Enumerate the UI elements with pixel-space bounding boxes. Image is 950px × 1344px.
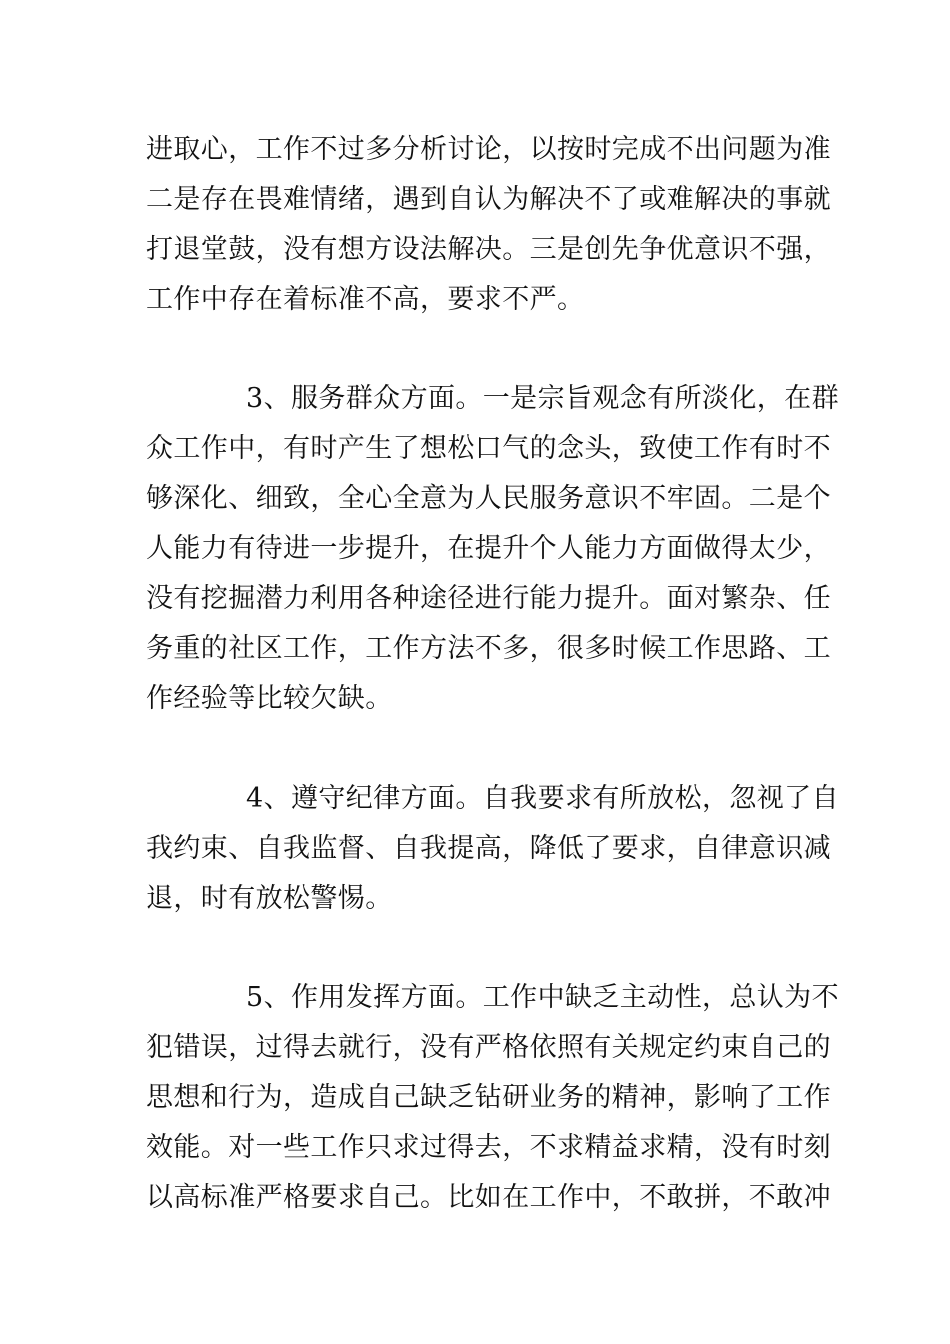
text-line: 3、服务群众方面。一是宗旨观念有所淡化，在群 (246, 383, 839, 414)
text-line: 退，时有放松警惕。 (146, 883, 393, 914)
text-line: 打退堂鼓，没有想方设法解决。三是创先争优意识不强， (146, 234, 831, 265)
text-line: 效能。对一些工作只求过得去，不求精益求精，没有时刻 (146, 1132, 831, 1163)
text-line: 以高标准严格要求自己。比如在工作中，不敢拼，不敢冲 (146, 1182, 831, 1213)
text-line: 5、作用发挥方面。工作中缺乏主动性，总认为不 (246, 982, 839, 1013)
text-line: 我约束、自我监督、自我提高，降低了要求，自律意识减 (146, 833, 831, 864)
text-line: 没有挖掘潜力利用各种途径进行能力提升。面对繁杂、任 (146, 583, 831, 614)
text-line: 4、遵守纪律方面。自我要求有所放松，忽视了自 (246, 783, 839, 814)
text-line: 人能力有待进一步提升，在提升个人能力方面做得太少， (146, 533, 831, 564)
text-line: 二是存在畏难情绪，遇到自认为解决不了或难解决的事就 (146, 184, 831, 215)
text-line: 众工作中，有时产生了想松口气的念头，致使工作有时不 (146, 433, 831, 464)
text-line: 工作中存在着标准不高，要求不严。 (146, 284, 585, 315)
text-line: 思想和行为，造成自己缺乏钻研业务的精神，影响了工作 (146, 1082, 831, 1113)
text-line: 务重的社区工作，工作方法不多，很多时候工作思路、工 (146, 633, 831, 664)
text-line: 作经验等比较欠缺。 (146, 683, 393, 714)
text-line: 犯错误，过得去就行，没有严格依照有关规定约束自己的 (146, 1032, 831, 1063)
text-line: 够深化、细致，全心全意为人民服务意识不牢固。二是个 (146, 483, 831, 514)
text-line: 进取心，工作不过多分析讨论，以按时完成不出问题为准 (146, 134, 831, 165)
